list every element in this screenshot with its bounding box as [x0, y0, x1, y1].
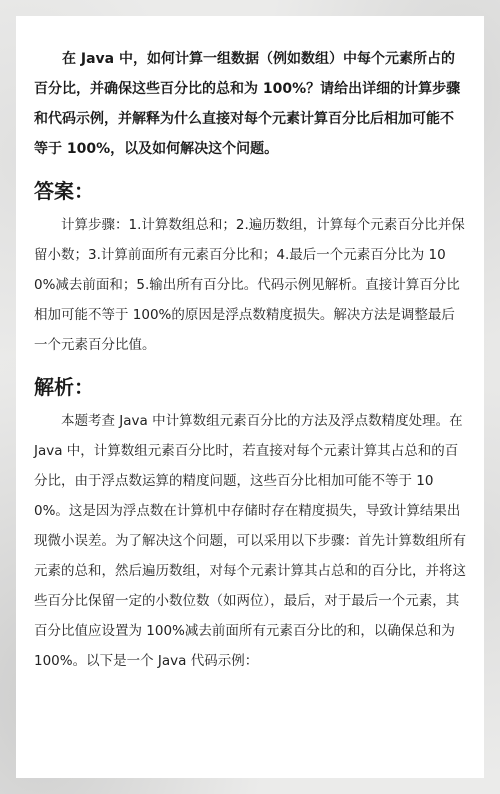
- analysis-text: 本题考查 Java 中计算数组元素百分比的方法及浮点数精度处理。在 Java 中，计算数组元素百分比时，若直接对每个元素计算其占总和的百分比，由于浮点数运算的精度问题，这些百分比相加可能不等于 100%。这是因为浮点数在计算机中存储时存在精度损失，导致计算结果出现微小误差。为了解决这个问题，可以采用以下步骤：首先计算数组所有元素的总和，然后遍历数组，对每个元素计算其占总和的百分比，并将这些百分比保留一定的小数位数（如两位），最后，对于最后一个元素，其百分比值应设置为 100%减去前面所有元素百分比的和，以确保总和为 100%。以下是一个 Java 代码示例：: [34, 413, 466, 669]
- document-page: [16, 16, 484, 778]
- answer-heading: 答案：: [34, 179, 94, 203]
- analysis-heading: 解析：: [34, 375, 94, 399]
- answer-text: 计算步骤：1.计算数组总和；2.遍历数组，计算每个元素百分比并保留小数；3.计算前面所有元素百分比和；4.最后一个元素百分比为 100%减去前面和；5.输出所有百分比。代码示例见解析。直接计算百分比相加可能不等于 100%的原因是浮点数精度损失。解决方法是调整最后一个元素百分比值。: [34, 217, 465, 353]
- question-text: 在 Java 中，如何计算一组数据（例如数组）中每个元素所占的百分比，并确保这些百分比的总和为 100%？请给出详细的计算步骤和代码示例，并解释为什么直接对每个元素计算百分比后相加可能不等于 100%，以及如何解决这个问题。: [34, 51, 461, 157]
